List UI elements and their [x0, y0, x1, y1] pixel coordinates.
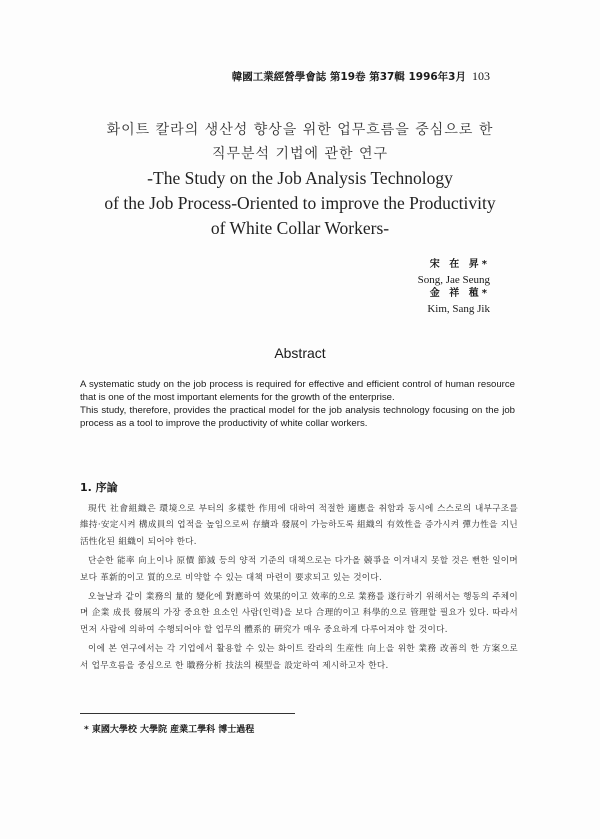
author-1-roman: Song, Jae Seung [417, 273, 490, 286]
author-list [418, 258, 490, 316]
title-korean-line-1: 화이트 칼라의 생산성 향상을 위한 업무흐름을 중심으로 한 [106, 122, 494, 138]
abstract-paragraph-2: This study, therefore, provides the practical model for the job analysis technology focusing on the job process as a tool to improve the productivity of white collar workers. [80, 405, 515, 429]
section-1-paragraph-1: 現代 社會組織은 環境으로 부터의 多樣한 作用에 대하여 적절한 適應을 취함과 동시에 스스로의 내부구조를 維持·安定시켜 構成員의 업적을 높임으로써 存續과 發展이 가능하도록 組織의 有效性을 증가시켜 彈力性을 지닌 活性化된 組織이 되어야 한다. [80, 504, 518, 547]
journal-citation: 韓國工業經營學會誌 第19卷 第37輯 1996年3月 [231, 71, 466, 83]
running-header [232, 69, 490, 84]
abstract-paragraph-1: A systematic study on the job process is required for effective and efficient control of human resource that is one of the most important elements for the growth of the enterprise. [80, 379, 515, 403]
author-2-hanja: 金 祥 稙* [429, 288, 490, 299]
section-1-heading: 1. 序論 [80, 481, 118, 494]
author-2-roman: Kim, Sang Jik [427, 302, 490, 315]
title-english-line-3: of White Collar Workers- [210, 218, 390, 238]
title-korean-line-2: 직무분석 기법에 관한 연구 [211, 146, 389, 162]
title-english-line-2: of the Job Process-Oriented to improve the Productivity [104, 193, 496, 213]
abstract-body [80, 378, 515, 430]
title-block [60, 118, 540, 241]
section-1-paragraph-4: 이에 본 연구에서는 각 기업에서 활용할 수 있는 화이트 칼라의 生産性 向上을 위한 業務 改善의 한 方案으로서 업무흐름을 중심으로 한 職務分析 技法의 模型을 設定하여 제시하고자 한다. [80, 644, 518, 671]
section-1-paragraph-3: 오늘날과 같이 業務의 量的 變化에 對應하여 效果的이고 效率的으로 業務를 遂行하기 위해서는 행동의 주체이며 企業 成長 發展의 가장 중요한 요소인 사람(인력)을 보다 合理的이고 科學的으로 管理할 필요가 있다. 따라서 먼저 사람에 의하여 수행되어야 할 업무의 體系的 硏究가 매우 중요하게 다루어져야 할 것이다. [80, 592, 518, 635]
title-english-line-1: -The Study on the Job Analysis Technology [147, 168, 453, 188]
footnote-divider [80, 713, 295, 714]
abstract-heading: Abstract [274, 345, 326, 361]
section-1-paragraph-2: 단순한 能率 向上이나 原價 節減 등의 양적 기준의 대책으로는 다가올 競爭을 이겨내지 못할 것은 뻔한 일이며 보다 革新的이고 質的으로 비약할 수 있는 대책 마련이 要求되고 있는 것이다. [80, 556, 518, 583]
footnote: * 東國大學校 大學院 産業工學科 博士過程 [84, 725, 255, 735]
author-1-hanja: 宋 在 昇* [429, 259, 490, 270]
page-number: 103 [472, 69, 490, 83]
section-1-body [80, 501, 518, 674]
